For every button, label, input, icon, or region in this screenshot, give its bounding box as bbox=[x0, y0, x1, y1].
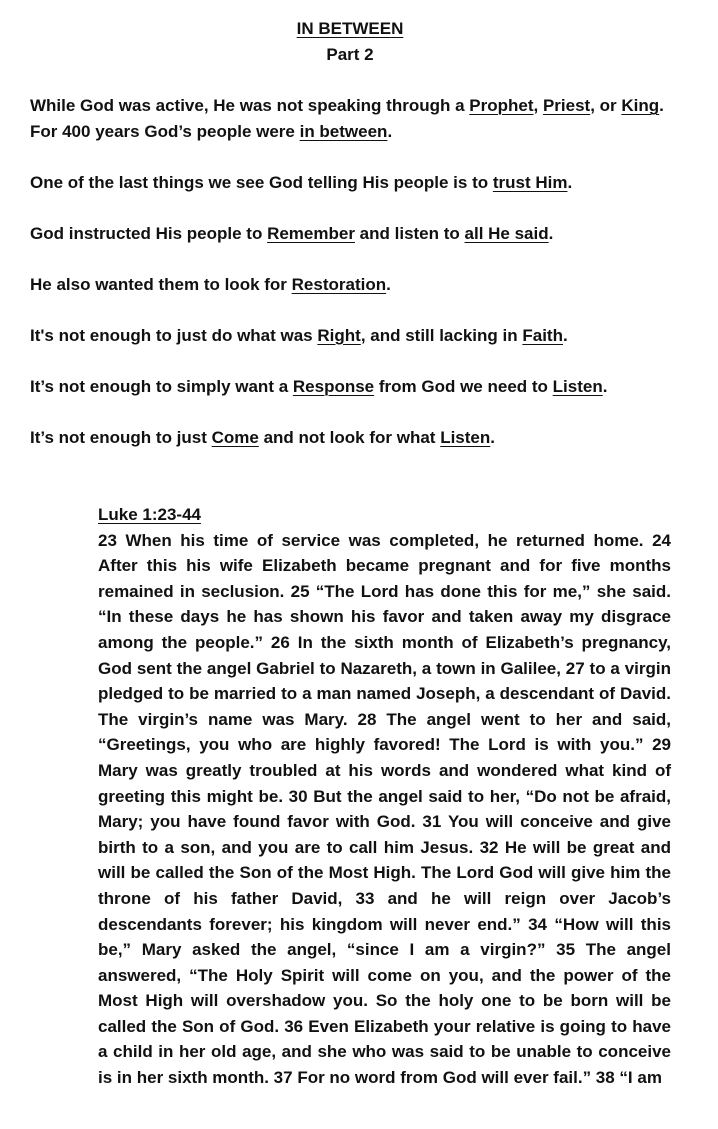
statement-text: . bbox=[602, 376, 608, 396]
statement-text: . bbox=[567, 172, 573, 192]
document-title: IN BETWEEN bbox=[296, 19, 404, 38]
document-subtitle: Part 2 bbox=[326, 45, 374, 64]
statement-4 bbox=[30, 221, 685, 247]
statement-6 bbox=[30, 323, 685, 349]
keyword: Right bbox=[317, 325, 361, 345]
keyword: Come bbox=[211, 427, 259, 447]
paragraph-gap bbox=[30, 246, 685, 272]
scripture-passage: 23 When his time of service was completed, he returned home. 24 After this his wife Elizabeth became pregnant and for five months remained in seclusion. 25 “The Lord has done this for me,” she said. “In these days he has shown his favor and taken away my disgrace among the people.” 26 In the sixth month of Elizabeth’s pregnancy, God sent the angel Gabriel to Nazareth, a town in Galilee, 27 to a virgin pledged to be married to a man named Joseph, a descendant of David. The virgin’s name was Mary. 28 The angel went to her and said, “Greetings, you who are highly favored! The Lord is with you.” 29 Mary was greatly troubled at his words and wondered what kind of greeting this might be. 30 But the angel said to her, “Do not be afraid, Mary; you have found favor with God. 31 You will conceive and give birth to a son, and you are to call him Jesus. 32 He will be great and will be called the Son of the Most High. The Lord God will give him the throne of his father David, 33 and he will reign over Jacob’s descendants forever; his kingdom will never end.” 34 “How will this be,” Mary asked the angel, “since I am a virgin?” 35 The angel answered, “The Holy Spirit will come on you, and the power of the Most High will overshadow you. So the holy one to be born will be called the Son of God. 36 Even Elizabeth your relative is going to have a child in her old age, and she who was said to be unable to conceive is in her sixth month. 37 For no word from God will ever fail.” 38 “I am bbox=[98, 530, 671, 1088]
statement-text: . bbox=[548, 223, 554, 243]
statement-text: , or bbox=[590, 96, 622, 115]
scripture-block bbox=[98, 502, 671, 1091]
statement-5 bbox=[30, 272, 685, 298]
statement-list bbox=[30, 93, 685, 450]
keyword: Restoration bbox=[291, 274, 387, 294]
statement-text: and listen to bbox=[354, 223, 465, 243]
statement-text: . bbox=[386, 274, 391, 294]
statement-8 bbox=[30, 425, 685, 451]
title-block bbox=[0, 16, 700, 68]
statement-text: He also wanted them to look for bbox=[30, 274, 292, 294]
keyword: Listen bbox=[552, 376, 603, 396]
statement-text: . bbox=[659, 96, 664, 115]
paragraph-gap bbox=[30, 144, 685, 170]
statement-text: For 400 years God’s people were bbox=[30, 121, 300, 141]
statement-text: While God was active, He was not speaking through a bbox=[30, 96, 470, 115]
paragraph-gap bbox=[30, 195, 685, 221]
keyword: King bbox=[621, 96, 660, 115]
paragraph-gap bbox=[30, 297, 685, 323]
keyword: Faith bbox=[522, 325, 563, 345]
statement-text: , bbox=[533, 96, 543, 115]
statement-text: One of the last things we see God telling His people is to bbox=[30, 172, 493, 192]
keyword: Priest bbox=[542, 96, 591, 115]
statement-text: It's not enough to just do what was bbox=[30, 325, 318, 345]
keyword: trust Him bbox=[492, 172, 568, 192]
statement-text: . bbox=[562, 325, 568, 345]
statement-1 bbox=[30, 93, 685, 119]
statement-3 bbox=[30, 170, 685, 196]
keyword: Prophet bbox=[469, 96, 534, 115]
statement-7 bbox=[30, 374, 685, 400]
statement-2 bbox=[30, 119, 685, 145]
keyword: Remember bbox=[267, 223, 355, 243]
paragraph-gap bbox=[30, 348, 685, 374]
statement-text: . bbox=[490, 427, 495, 447]
statement-text: from God we need to bbox=[374, 376, 553, 396]
statement-text: , and still lacking in bbox=[360, 325, 523, 345]
statement-text: and not look for what bbox=[258, 427, 441, 447]
statement-text: . bbox=[387, 121, 393, 141]
statement-text: God instructed His people to bbox=[30, 223, 268, 243]
keyword: Listen bbox=[440, 427, 491, 447]
scripture-reference: Luke 1:23-44 bbox=[98, 505, 201, 524]
keyword: Response bbox=[292, 376, 375, 396]
keyword: all He said bbox=[464, 223, 549, 243]
keyword: in between bbox=[299, 121, 388, 141]
statement-text: It’s not enough to simply want a bbox=[30, 376, 293, 396]
paragraph-gap bbox=[30, 399, 685, 425]
statement-text: It’s not enough to just bbox=[30, 427, 212, 447]
